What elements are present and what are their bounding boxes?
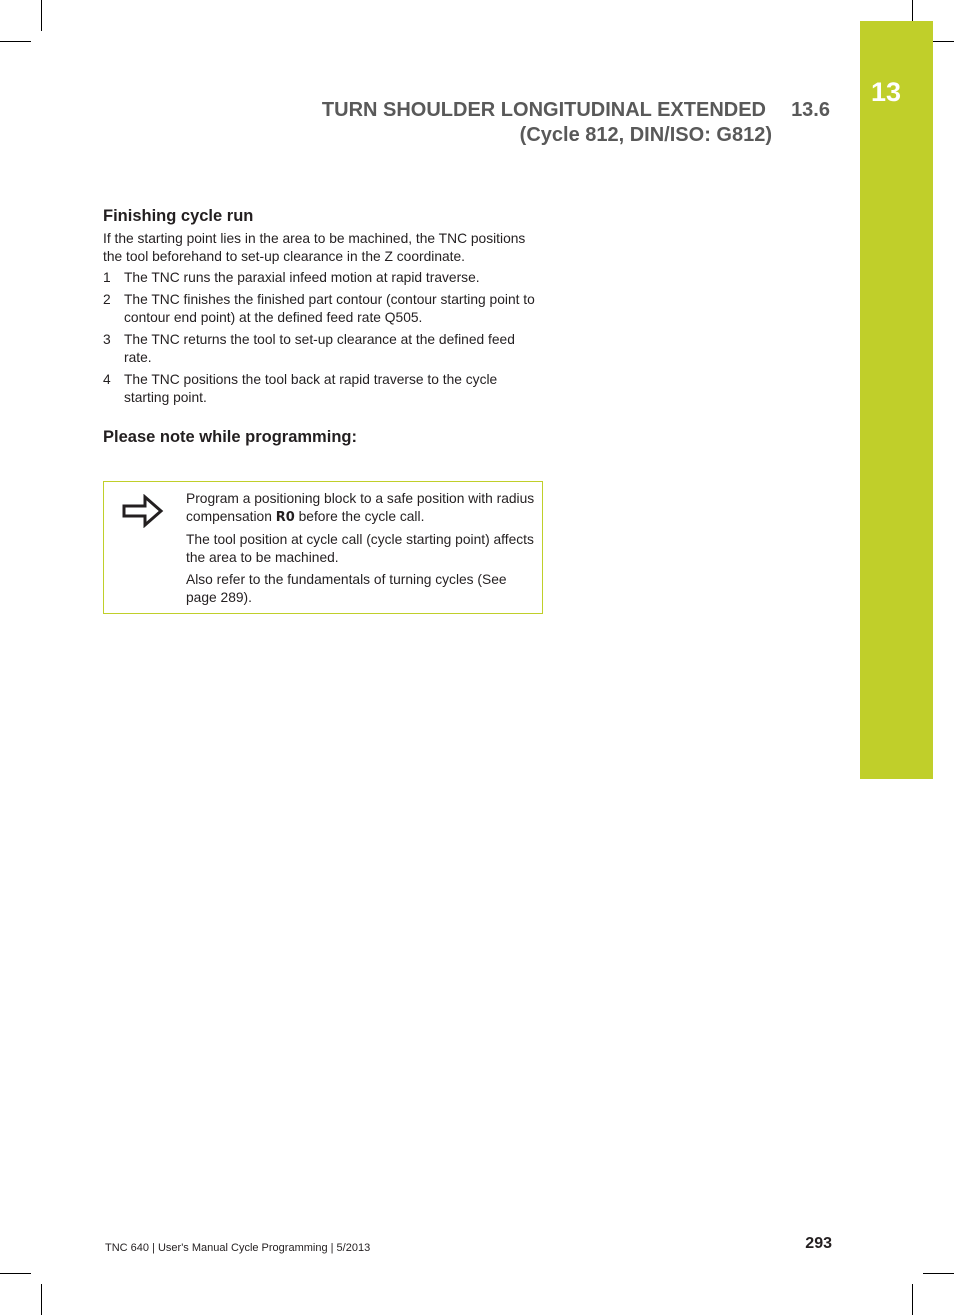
crop-mark: [41, 1284, 42, 1315]
list-item: [103, 291, 543, 327]
step-number: 1: [103, 270, 111, 285]
crop-mark: [933, 41, 954, 42]
step-number: 2: [103, 292, 111, 307]
section-number: 13.6: [791, 99, 830, 121]
arrow-right-icon: [122, 494, 164, 528]
crop-mark: [41, 0, 42, 31]
main-content: [103, 205, 543, 448]
step-text: The TNC positions the tool back at rapid traverse to the cycle starting point.: [124, 372, 498, 405]
crop-mark: [0, 1273, 31, 1274]
crop-mark: [0, 41, 31, 42]
note-text: Program a positioning block to a safe position with radius compensation: [186, 491, 535, 524]
note-box: [103, 481, 543, 614]
steps-list: [103, 269, 543, 407]
crop-mark: [923, 1273, 954, 1274]
note-paragraph-2: The tool position at cycle call (cycle starting point) affects the area to be machined.: [186, 532, 534, 565]
crop-mark: [912, 1284, 913, 1315]
list-item: [103, 269, 543, 287]
chapter-number: 13: [870, 77, 902, 107]
page-number: 293: [805, 1235, 832, 1252]
note-code: R0: [275, 510, 295, 525]
header-title: TURN SHOULDER LONGITUDINAL EXTENDED: [321, 99, 766, 121]
header-line-1: [250, 98, 830, 123]
footer-text: TNC 640 | User's Manual Cycle Programming | 5/2013: [105, 1242, 371, 1254]
intro-paragraph: If the starting point lies in the area to be machined, the TNC positions the tool beforehand to set-up clearance in the Z coordinate.: [103, 231, 526, 264]
note-text: before the cycle call.: [294, 509, 425, 524]
crop-mark: [912, 0, 913, 21]
list-item: [103, 371, 543, 407]
step-text: The TNC returns the tool to set-up clearance at the defined feed rate.: [124, 332, 515, 365]
list-item: [103, 331, 543, 367]
section-heading-programming: Please note while programming:: [103, 428, 357, 446]
section-heading-finishing: Finishing cycle run: [103, 207, 254, 225]
step-number: 3: [103, 332, 111, 347]
step-text: The TNC runs the paraxial infeed motion at rapid traverse.: [124, 270, 480, 285]
step-text: The TNC finishes the finished part contour (contour starting point to contour end point) at the defined feed rate Q505.: [124, 292, 535, 325]
step-number: 4: [103, 372, 111, 387]
page-header: [250, 98, 830, 148]
chapter-tab: [860, 21, 933, 779]
header-subtitle: (Cycle 812, DIN/ISO: G812): [519, 124, 772, 146]
note-paragraph-3: Also refer to the fundamentals of turning cycles (See page 289).: [186, 572, 507, 605]
header-line-2: [250, 123, 830, 148]
note-texts: [186, 490, 536, 611]
note-paragraph-1: [186, 490, 536, 527]
